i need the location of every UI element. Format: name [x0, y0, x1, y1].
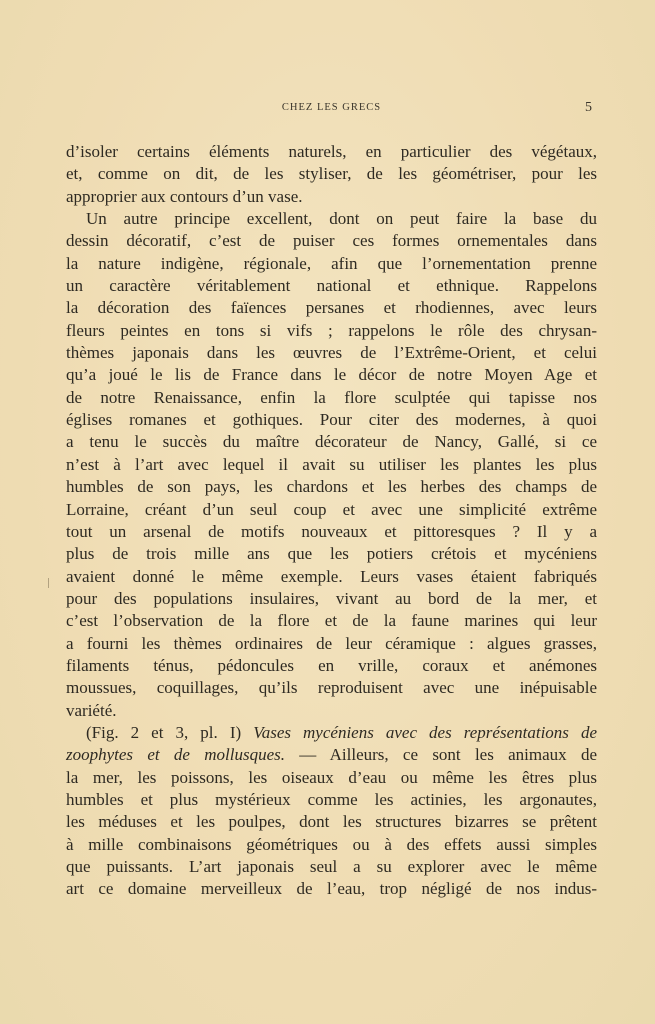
- text-line: [66, 364, 597, 386]
- text-line-content: avaient donné le même exemple. Leurs vases étaient fabriqués: [66, 566, 597, 586]
- text-line: [66, 275, 597, 297]
- text-line-content: la mer, les poissons, les oiseaux d’eau ou même les êtres plus: [66, 767, 597, 787]
- text-line-content: la décoration des faïences persanes et rhodiennes, avec leurs: [66, 298, 597, 318]
- figure-caption-part1: Vases mycéniens avec des représentations de: [253, 722, 597, 742]
- figure-ref-prefix: (Fig. 2 et 3, pl. I): [86, 722, 254, 742]
- text-line-content: plus de trois mille ans que les potiers crétois et mycéniens: [66, 544, 597, 564]
- text-line-content: fleurs peintes en tons si vifs ; rappelons le rôle des chrysan-: [66, 320, 597, 340]
- text-line: [66, 476, 597, 498]
- text-line-content: thèmes japonais dans les œuvres de l’Extrême-Orient, et celui: [66, 343, 597, 363]
- text-line-content: la nature indigène, régionale, afin que l’ornementation prenne: [66, 253, 597, 273]
- text-line: [66, 700, 597, 722]
- text-line: [66, 655, 597, 677]
- text-line: [66, 588, 597, 610]
- text-line: [66, 610, 597, 632]
- text-line: [66, 387, 597, 409]
- text-line-content: a tenu le succès du maître décorateur de Nancy, Gallé, si ce: [66, 432, 597, 452]
- text-line-content: Lorraine, créant d’un seul coup et avec une simplicité extrême: [66, 499, 597, 519]
- text-line: [66, 253, 597, 275]
- text-line-content: c’est l’observation de la flore et de la faune marines qui leur: [66, 611, 597, 631]
- text-line-content: humbles de son pays, les chardons et les herbes des champs de: [66, 477, 597, 497]
- text-line: [66, 297, 597, 319]
- text-line: [66, 342, 597, 364]
- text-line: [66, 163, 597, 185]
- text-line: [66, 141, 597, 163]
- figure-caption-part2: zoophytes et de mollusques.: [66, 745, 285, 765]
- text-line: [66, 230, 597, 252]
- figure-caption-line: [66, 744, 597, 766]
- text-line: [66, 878, 597, 900]
- text-line: [66, 431, 597, 453]
- text-line-content: à mille combinaisons géométriques ou à des effets aussi simples: [66, 834, 597, 854]
- text-line-content: un caractère véritablement national et ethnique. Rappelons: [66, 276, 597, 296]
- text-line: [66, 811, 597, 833]
- text-line: [66, 633, 597, 655]
- text-line-content: a fourni les thèmes ordinaires de leur céramique : algues grasses,: [66, 633, 597, 653]
- text-line: [66, 566, 597, 588]
- text-line: [66, 409, 597, 431]
- text-line: [66, 789, 597, 811]
- text-line: [66, 677, 597, 699]
- text-line-content: de notre Renaissance, enfin la flore sculptée qui tapisse nos: [66, 387, 597, 407]
- text-line: [66, 543, 597, 565]
- text-line-content: que puissants. L’art japonais seul a su explorer avec le même: [66, 857, 597, 876]
- running-header: [66, 100, 597, 120]
- text-line: [66, 834, 597, 856]
- text-line-content: et, comme on dit, de les styliser, de les géométriser, pour les: [66, 164, 597, 184]
- text-line-content: humbles et plus mystérieux comme les actinies, les argonautes,: [66, 789, 597, 809]
- text-line-content: Un autre principe excellent, dont on peut faire la base du: [86, 209, 597, 229]
- text-line-content: qu’a joué le lis de France dans le décor de notre Moyen Age et: [66, 365, 597, 385]
- text-line: [66, 499, 597, 521]
- running-title: CHEZ LES GRECS: [281, 102, 382, 113]
- body-text: [66, 141, 597, 901]
- text-line-content: églises romanes et gothiques. Pour citer des modernes, à quoi: [66, 410, 597, 430]
- text-line-content: filaments ténus, pédoncules en vrille, coraux et anémones: [66, 655, 597, 675]
- text-line-content: approprier aux contours d’un vase.: [66, 186, 303, 206]
- text-line: [66, 320, 597, 342]
- text-line: [66, 767, 597, 789]
- margin-mark: [48, 578, 49, 588]
- text-line: [66, 208, 597, 230]
- text-line-content: variété.: [66, 700, 117, 720]
- text-line-content: moussues, coquillages, qu’ils reproduisent avec une inépuisable: [66, 678, 597, 698]
- text-line: [66, 186, 597, 208]
- figure-reference-line: [66, 722, 597, 744]
- text-line-content: d’isoler certains éléments naturels, en particulier des végétaux,: [66, 142, 597, 161]
- text-line: [66, 454, 597, 476]
- text-line-content: n’est à l’art avec lequel il avait su utiliser les plantes les plus: [66, 454, 597, 474]
- book-page: [66, 100, 597, 901]
- text-line: [66, 856, 597, 878]
- page-number: 5: [585, 100, 593, 115]
- text-line-content: dessin décoratif, c’est de puiser ces formes ornementales dans: [66, 231, 597, 251]
- text-line-content: les méduses et les poulpes, dont les structures bizarres se prêtent: [66, 812, 597, 832]
- text-line: [66, 521, 597, 543]
- text-line-content: art ce domaine merveilleux de l’eau, trop négligé de nos indus-: [66, 879, 597, 899]
- text-line-content: pour des populations insulaires, vivant au bord de la mer, et: [66, 588, 597, 608]
- text-line-content: tout un arsenal de motifs nouveaux et pittoresques ? Il y a: [66, 521, 597, 541]
- after-caption-text: — Ailleurs, ce sont les animaux de: [284, 745, 597, 765]
